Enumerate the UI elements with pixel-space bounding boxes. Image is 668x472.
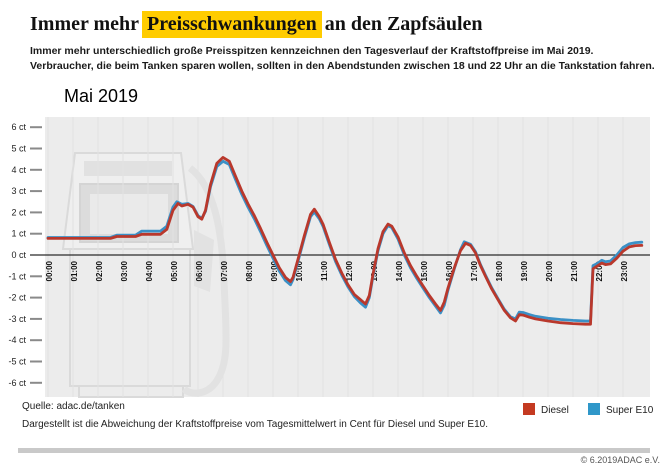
subtitle-line-2: Verbraucher, die beim Tanken sparen wollen, sollten in den Abendstunden zwischen 18 und 22 Uhr an die Tankstation fahren.	[30, 60, 655, 72]
svg-text:04:00: 04:00	[145, 261, 154, 282]
svg-text:-1 ct: -1 ct	[8, 271, 26, 282]
svg-text:15:00: 15:00	[420, 261, 429, 282]
title-highlight: Preisschwankungen	[142, 11, 322, 38]
diesel-swatch-icon	[523, 403, 535, 415]
svg-text:07:00: 07:00	[220, 261, 229, 282]
svg-text:3 ct: 3 ct	[11, 186, 26, 197]
svg-text:-3 ct: -3 ct	[8, 313, 26, 324]
svg-text:23:00: 23:00	[620, 261, 629, 282]
legend-item-diesel	[523, 403, 569, 416]
svg-text:-5 ct: -5 ct	[8, 356, 26, 367]
svg-text:02:00: 02:00	[95, 261, 104, 282]
svg-text:21:00: 21:00	[570, 261, 579, 282]
svg-text:13:00: 13:00	[370, 261, 379, 282]
svg-text:20:00: 20:00	[545, 261, 554, 282]
svg-text:19:00: 19:00	[520, 261, 529, 282]
svg-text:10:00: 10:00	[295, 261, 304, 282]
svg-text:05:00: 05:00	[170, 261, 179, 282]
title-post: an den Zapfsäulen	[324, 13, 483, 35]
chart-title: Mai 2019	[64, 86, 139, 106]
svg-text:5 ct: 5 ct	[11, 143, 26, 154]
footer-divider	[18, 448, 650, 453]
svg-text:0 ct: 0 ct	[11, 250, 26, 260]
svg-text:6 ct: 6 ct	[11, 122, 26, 133]
svg-text:18:00: 18:00	[495, 261, 504, 282]
legend-item-super-e10	[588, 403, 653, 416]
svg-text:16:00: 16:00	[445, 261, 454, 282]
svg-text:2 ct: 2 ct	[11, 207, 26, 218]
svg-text:22:00: 22:00	[595, 261, 604, 282]
svg-text:09:00: 09:00	[270, 261, 279, 282]
copyright-note: © 6.2019ADAC e.V.	[580, 455, 660, 465]
subtitle-line-1: Immer mehr unterschiedlich große Preisspitzen kennzeichnen den Tagesverlauf der Kraftstoffpreise im Mai 2019.	[30, 45, 594, 57]
svg-text:-4 ct: -4 ct	[8, 335, 26, 346]
svg-text:01:00: 01:00	[70, 261, 79, 282]
svg-text:12:00: 12:00	[345, 261, 354, 282]
svg-text:-2 ct: -2 ct	[8, 292, 26, 303]
chart-description: Dargestellt ist die Abweichung der Kraftstoffpreise vom Tagesmittelwert in Cent für Diesel und Super E10.	[22, 419, 488, 430]
svg-text:00:00: 00:00	[45, 261, 54, 282]
svg-text:17:00: 17:00	[470, 261, 479, 282]
legend-label-super-e10: Super E10	[606, 405, 654, 416]
svg-text:1 ct: 1 ct	[11, 228, 26, 239]
title-pre: Immer mehr	[30, 13, 140, 35]
svg-text:08:00: 08:00	[245, 261, 254, 282]
svg-text:4 ct: 4 ct	[11, 164, 26, 175]
svg-text:11:00: 11:00	[320, 261, 329, 282]
legend-label-diesel: Diesel	[541, 405, 569, 416]
source-note: Quelle: adac.de/tanken	[22, 401, 125, 412]
super-e10-swatch-icon	[588, 403, 600, 415]
svg-text:14:00: 14:00	[395, 261, 404, 282]
svg-text:06:00: 06:00	[195, 261, 204, 282]
svg-text:03:00: 03:00	[120, 261, 129, 282]
svg-text:-6 ct: -6 ct	[8, 377, 26, 388]
